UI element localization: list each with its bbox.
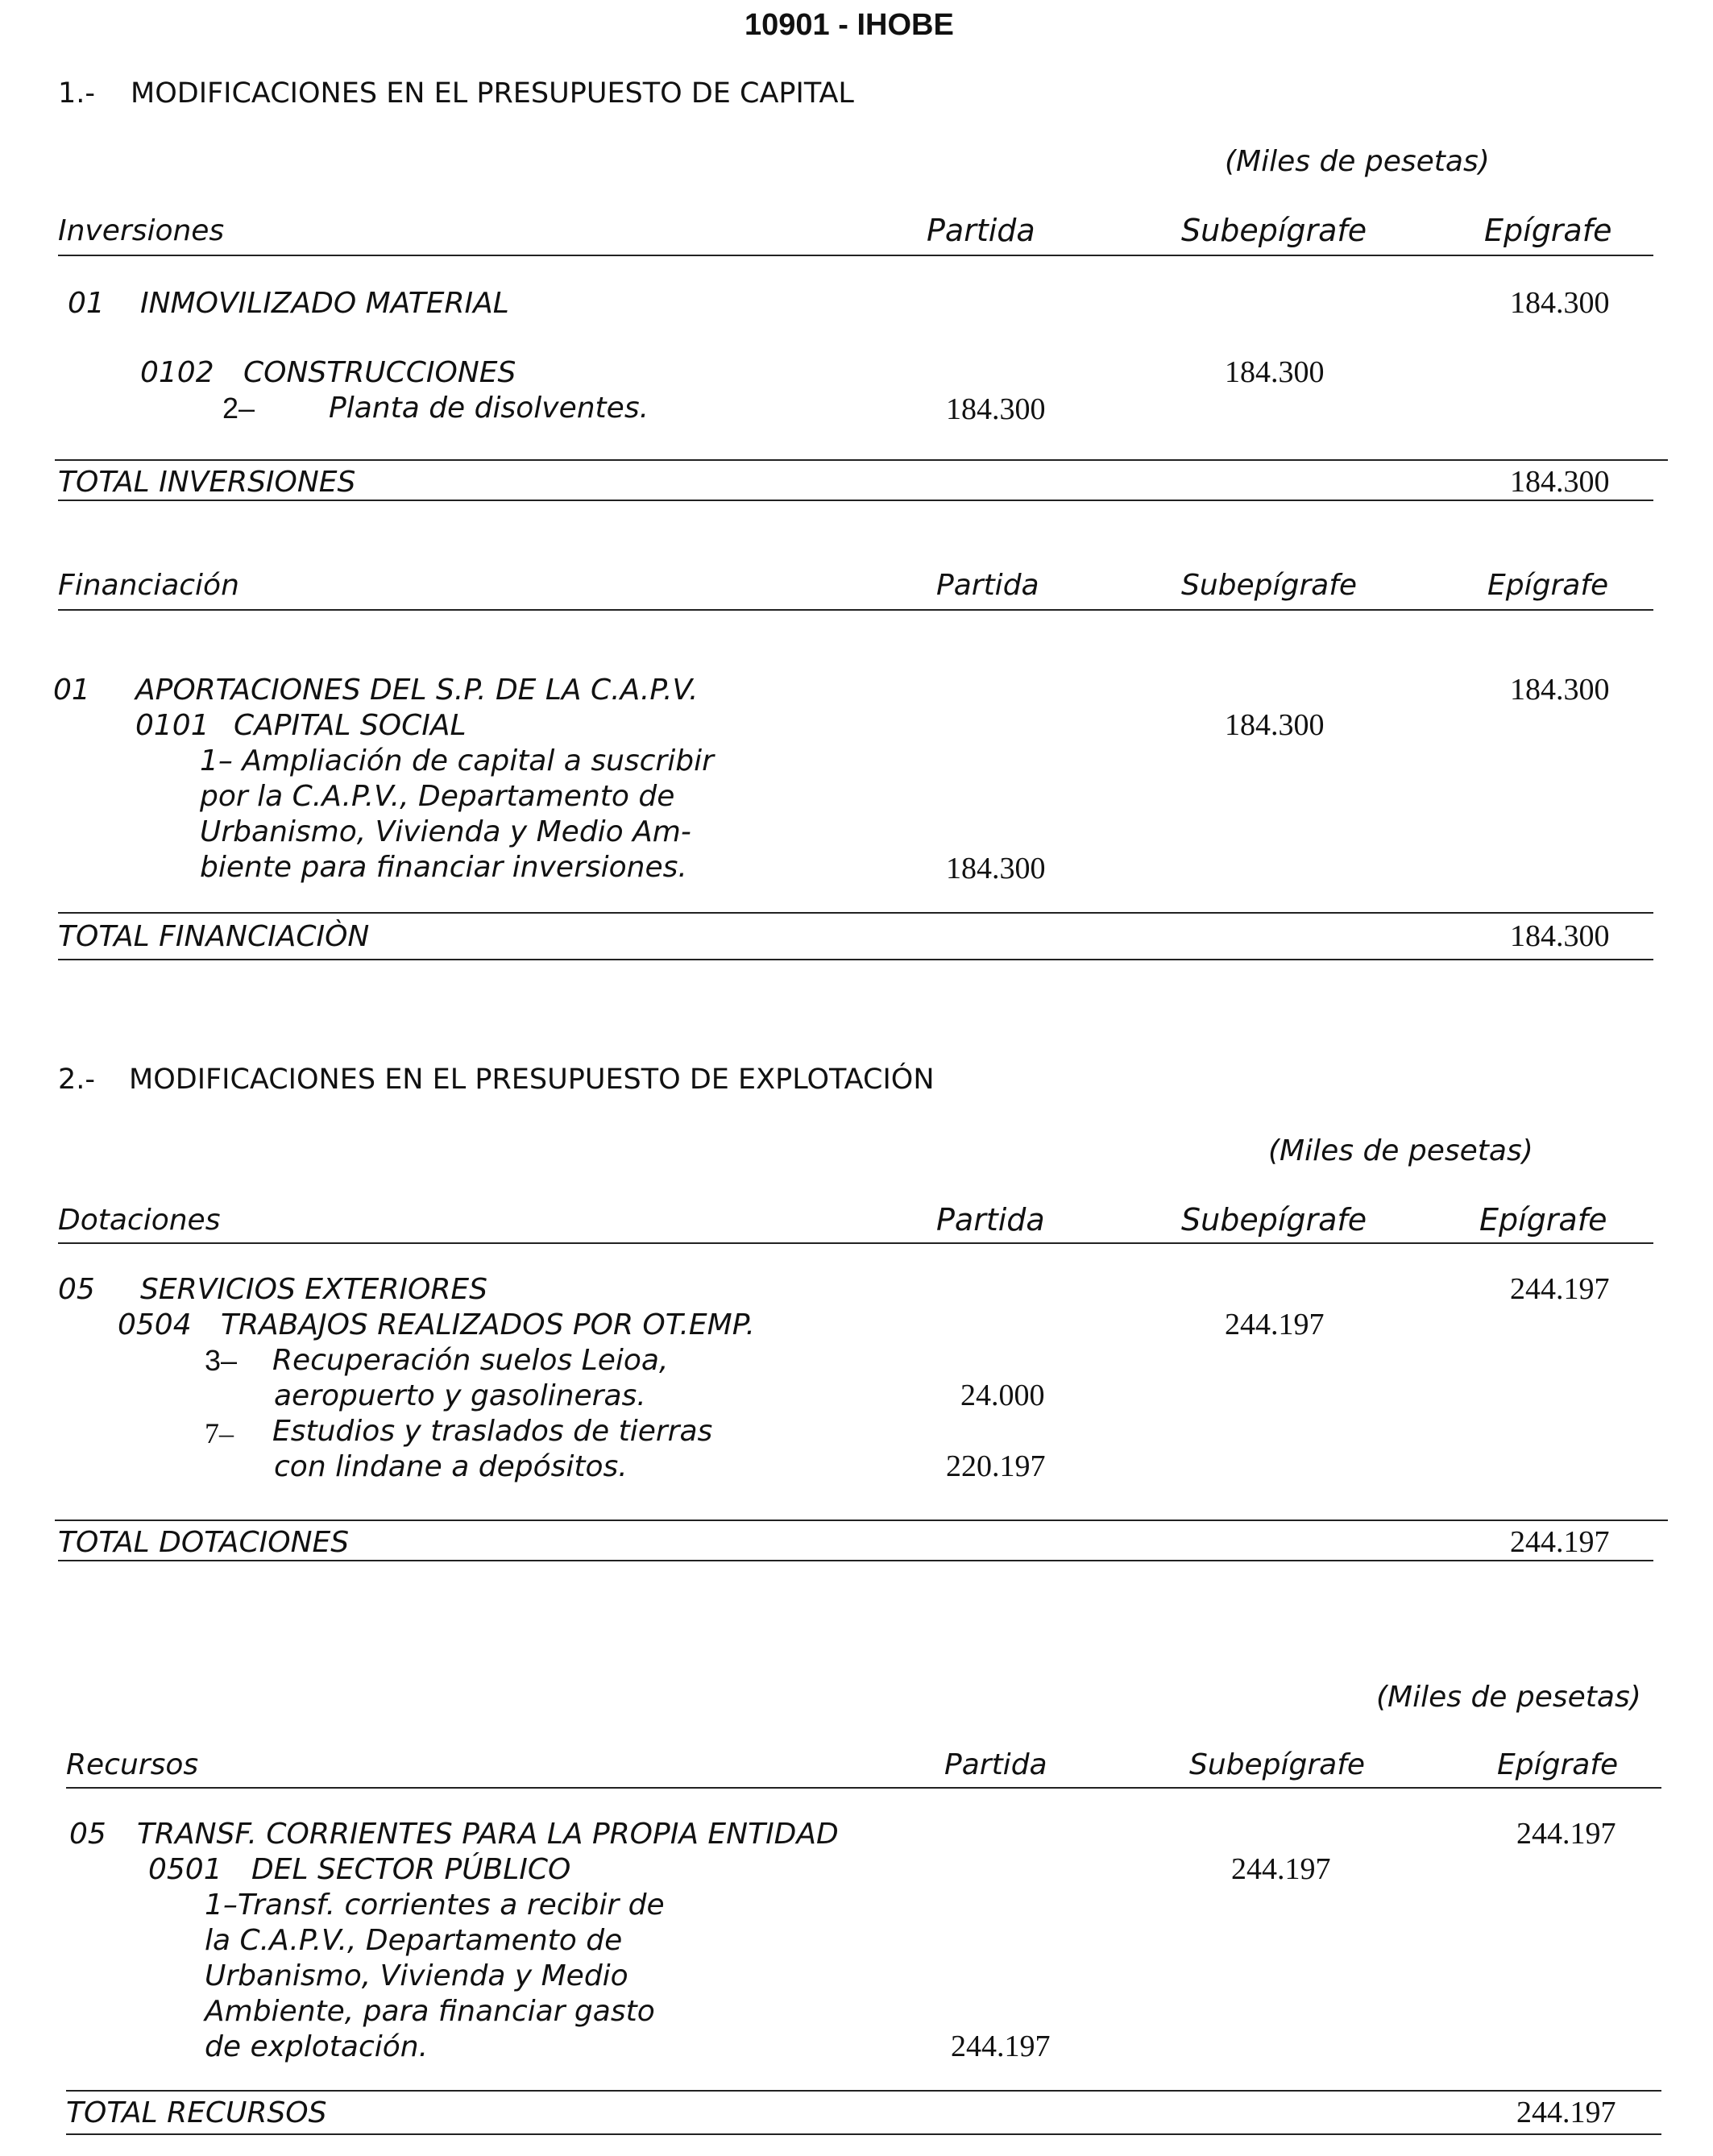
inversiones-row3-text: Planta de disolventes. bbox=[329, 392, 649, 425]
financiacion-header-rule bbox=[58, 609, 1653, 611]
recursos-row2-subepigrafe: 244.197 bbox=[1231, 1852, 1331, 1886]
recursos-row3-line1: 1–Transf. corrientes a recibir de bbox=[205, 1889, 665, 1922]
financiacion-row3-line2: por la C.A.P.V., Departamento de bbox=[200, 780, 675, 813]
dotaciones-row4-line1: Estudios y traslados de tierras bbox=[272, 1415, 713, 1448]
recursos-total-value: 244.197 bbox=[1516, 2096, 1616, 2129]
financiacion-total-value: 184.300 bbox=[1510, 919, 1610, 953]
recursos-header-partida: Partida bbox=[944, 1748, 1047, 1781]
recursos-header-rule bbox=[66, 1787, 1661, 1789]
recursos-total-top-rule bbox=[66, 2090, 1661, 2092]
financiacion-row1-code: 01 bbox=[53, 674, 90, 707]
inversiones-header-label: Inversiones bbox=[58, 214, 225, 247]
financiacion-row2-subepigrafe: 184.300 bbox=[1225, 708, 1325, 742]
recursos-total-label: TOTAL RECURSOS bbox=[66, 2096, 327, 2129]
dotaciones-total-label: TOTAL DOTACIONES bbox=[58, 1526, 350, 1559]
dotaciones-row1-text: SERVICIOS EXTERIORES bbox=[140, 1273, 487, 1306]
financiacion-row1-epigrafe: 184.300 bbox=[1510, 673, 1610, 707]
inversiones-row2-text: CONSTRUCCIONES bbox=[243, 356, 516, 389]
dotaciones-row2-text: TRABAJOS REALIZADOS POR OT.EMP. bbox=[221, 1308, 755, 1341]
inversiones-total-top-rule bbox=[55, 459, 1668, 461]
financiacion-row3-partida: 184.300 bbox=[946, 852, 1046, 885]
recursos-row3-line3: Urbanismo, Vivienda y Medio bbox=[205, 1959, 628, 1992]
inversiones-header-epigrafe: Epígrafe bbox=[1484, 213, 1612, 248]
dotaciones-row3-code: 3– bbox=[205, 1344, 238, 1377]
inversiones-row1-epigrafe: 184.300 bbox=[1510, 286, 1610, 320]
inversiones-row3-partida: 184.300 bbox=[946, 392, 1046, 426]
financiacion-row1-text: APORTACIONES DEL S.P. DE LA C.A.P.V. bbox=[135, 674, 699, 707]
section1-number: 1.- bbox=[58, 77, 96, 110]
dotaciones-header-subepigrafe: Subepígrafe bbox=[1181, 1202, 1367, 1238]
dotaciones-total-top-rule bbox=[55, 1520, 1668, 1521]
financiacion-header-partida: Partida bbox=[936, 569, 1039, 602]
recursos-header-label: Recursos bbox=[66, 1748, 199, 1781]
recursos-row3-line2: la C.A.P.V., Departamento de bbox=[205, 1924, 623, 1957]
dotaciones-header-partida: Partida bbox=[936, 1202, 1045, 1238]
recursos-row2-code: 0501 bbox=[148, 1853, 222, 1886]
dotaciones-row4-code: 7– bbox=[205, 1417, 234, 1449]
financiacion-total-label: TOTAL FINANCIACIÒN bbox=[58, 920, 370, 953]
section2-units: (Miles de pesetas) bbox=[1268, 1134, 1533, 1167]
dotaciones-row3-partida: 24.000 bbox=[960, 1379, 1045, 1412]
section2-number: 2.- bbox=[58, 1063, 96, 1096]
section2-heading: MODIFICACIONES EN EL PRESUPUESTO DE EXPLOTACIÓN bbox=[129, 1063, 935, 1096]
recursos-header-subepigrafe: Subepígrafe bbox=[1189, 1748, 1366, 1781]
inversiones-total-value: 184.300 bbox=[1510, 465, 1610, 499]
inversiones-header-rule bbox=[58, 255, 1653, 256]
financiacion-row3-line4: biente para financiar inversiones. bbox=[200, 851, 687, 884]
section1-units: (Miles de pesetas) bbox=[1225, 145, 1490, 178]
financiacion-row2-text: CAPITAL SOCIAL bbox=[234, 709, 467, 742]
dotaciones-total-value: 244.197 bbox=[1510, 1525, 1610, 1559]
financiacion-total-bottom-rule bbox=[58, 959, 1653, 960]
recursos-units: (Miles de pesetas) bbox=[1376, 1681, 1641, 1714]
inversiones-header-partida: Partida bbox=[927, 213, 1035, 248]
dotaciones-row2-code: 0504 bbox=[118, 1308, 192, 1341]
dotaciones-row4-partida: 220.197 bbox=[946, 1449, 1046, 1483]
dotaciones-header-rule bbox=[58, 1242, 1653, 1244]
financiacion-header-label: Financiación bbox=[58, 569, 239, 602]
section1-heading: MODIFICACIONES EN EL PRESUPUESTO DE CAPITAL bbox=[131, 77, 854, 110]
recursos-row3-line5: de explotación. bbox=[205, 2030, 429, 2063]
recursos-row1-text: TRANSF. CORRIENTES PARA LA PROPIA ENTIDAD bbox=[137, 1818, 839, 1851]
dotaciones-row4-line2: con lindane a depósitos. bbox=[274, 1450, 628, 1483]
dotaciones-row1-code: 05 bbox=[58, 1273, 95, 1306]
recursos-row1-epigrafe: 244.197 bbox=[1516, 1817, 1616, 1851]
dotaciones-row1-epigrafe: 244.197 bbox=[1510, 1272, 1610, 1306]
dotaciones-row3-line1: Recuperación suelos Leioa, bbox=[272, 1344, 669, 1377]
inversiones-row1-text: INMOVILIZADO MATERIAL bbox=[140, 287, 509, 320]
recursos-header-epigrafe: Epígrafe bbox=[1497, 1748, 1619, 1781]
inversiones-total-label: TOTAL INVERSIONES bbox=[58, 466, 356, 499]
financiacion-header-subepigrafe: Subepígrafe bbox=[1181, 569, 1358, 602]
financiacion-row3-line1: 1– Ampliación de capital a suscribir bbox=[200, 744, 714, 777]
dotaciones-header-epigrafe: Epígrafe bbox=[1479, 1202, 1607, 1238]
recursos-row2-text: DEL SECTOR PÚBLICO bbox=[251, 1853, 571, 1886]
recursos-row1-code: 05 bbox=[69, 1818, 106, 1851]
dotaciones-row3-line2: aeropuerto y gasolineras. bbox=[274, 1379, 646, 1412]
inversiones-row3-code: 2– bbox=[222, 392, 255, 425]
financiacion-total-top-rule bbox=[58, 912, 1653, 914]
inversiones-row2-subepigrafe: 184.300 bbox=[1225, 355, 1325, 389]
inversiones-header-subepigrafe: Subepígrafe bbox=[1181, 213, 1367, 248]
dotaciones-total-bottom-rule bbox=[58, 1560, 1653, 1561]
inversiones-total-bottom-rule bbox=[58, 500, 1653, 501]
financiacion-header-epigrafe: Epígrafe bbox=[1487, 569, 1609, 602]
financiacion-row2-code: 0101 bbox=[135, 709, 209, 742]
page-title: 10901 - IHOBE bbox=[745, 8, 954, 42]
recursos-row3-partida: 244.197 bbox=[951, 2030, 1051, 2063]
financiacion-row3-line3: Urbanismo, Vivienda y Medio Am- bbox=[200, 815, 691, 848]
inversiones-row1-code: 01 bbox=[68, 287, 105, 320]
recursos-row3-line4: Ambiente, para financiar gasto bbox=[205, 1995, 655, 2028]
recursos-total-bottom-rule bbox=[66, 2133, 1661, 2135]
dotaciones-header-label: Dotaciones bbox=[58, 1204, 221, 1237]
dotaciones-row2-subepigrafe: 244.197 bbox=[1225, 1308, 1325, 1341]
inversiones-row2-code: 0102 bbox=[140, 356, 214, 389]
